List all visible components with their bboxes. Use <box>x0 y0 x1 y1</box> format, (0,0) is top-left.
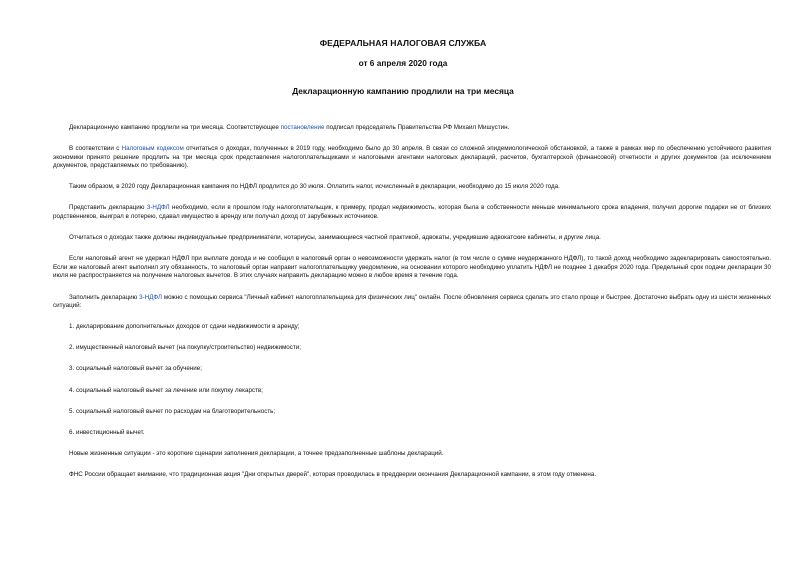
paragraph-7 <box>53 294 771 311</box>
paragraph-3: Таким образом, в 2020 году Декларационная кампания по НДФЛ продлится до 30 июля. Оплатить налог, исчисленный в декларации, необходимо до 15 июля 2020 года. <box>69 183 560 191</box>
document-headline: Декларационную кампанию продлили на три месяца <box>292 86 514 96</box>
paragraph-7-text-b: можно с помощью сервиса "Личный кабинет налогоплательщика для физических лиц" онлайн. После обновления сервиса сделать это стало проще и быстрее. Достаточно выбрать одну из шести жизненных ситуаций: <box>53 293 771 310</box>
3ndfl-link-2[interactable]: 3-НДФЛ <box>139 293 162 301</box>
paragraph-5: Отчитаться о доходах также должны индивидуальные предприниматели, нотариусы, занимающиеся частной практикой, адвокаты, учредившие адвокатские кабинеты, и другие лица. <box>69 234 601 242</box>
tax-code-link[interactable]: Налоговым кодексом <box>121 145 184 153</box>
paragraph-1-text-a: Декларационную кампанию продлили на три месяца. Соответствующее <box>69 124 281 131</box>
document-date: от 6 апреля 2020 года <box>358 58 448 68</box>
paragraph-1 <box>53 124 771 133</box>
list-item: 5. социальный налоговый вычет по расходам на благотворительность; <box>69 407 276 415</box>
agency-title: ФЕДЕРАЛЬНАЯ НАЛОГОВАЯ СЛУЖБА <box>319 38 487 48</box>
paragraph-4 <box>53 204 771 221</box>
paragraph-2-text-b: отчитаться о доходах, полученных в 2019 году, необходимо было до 30 апреля. В связи со сложной эпидемиологической обстановкой, а также в рамках мер по обеспечению устойчивого развития экономики принято решение продлить на три месяца срок представления налогоплательщиками и налоговыми агентами налоговых деклараций, расчетов, бухгалтерской (финансовой) отчетности и других документов (за исключением документов, представляемых по требованию). <box>53 145 772 170</box>
list-item: 3. социальный налоговый вычет за обучение; <box>69 365 202 373</box>
paragraph-9: ФНС России обращает внимание, что традиционная акция "Дни открытых дверей", которая проводилась в преддверии окончания Декларационной кампании, в этом году отменена. <box>69 470 597 478</box>
list-item: 4. социальный налоговый вычет за лечение или покупку лекарств; <box>69 386 264 394</box>
list-item: 2. имущественный налоговый вычет (на покупку/строительство) недвижимости; <box>69 344 301 352</box>
list-item: 1. декларирование дополнительных доходов от сдачи недвижимости в аренду; <box>69 323 300 331</box>
paragraph-7-text-a: Заполнить декларацию <box>69 293 140 301</box>
paragraph-4-text-b: необходимо, если в прошлом году налогоплательщик, к примеру, продал недвижимость, которая была в собственности меньше минимального срока владения, получил дорогие подарки не от близких родственников, выиграл в лотерею, сдавал имущество в аренду или получал доход от зарубежных источников. <box>53 204 771 221</box>
paragraph-1-text-b: подписал председатель Правительства РФ Михаил Мишустин. <box>324 124 510 131</box>
paragraph-2 <box>53 145 771 171</box>
3ndfl-link[interactable]: 3-НДФЛ <box>146 204 170 212</box>
paragraph-8: Новые жизненные ситуации - это короткие сценарии заполнения декларации, а точнее предзаполненные шаблоны деклараций. <box>69 449 444 457</box>
list-item: 6. инвестиционный вычет. <box>69 428 145 436</box>
resolution-link[interactable]: постановление <box>280 124 325 131</box>
document-body <box>53 124 771 492</box>
paragraph-4-text-a: Представить декларацию <box>69 204 147 212</box>
paragraph-2-text-a: В соответствии с <box>69 145 122 153</box>
paragraph-6: Если налоговый агент не удержал НДФЛ при выплате дохода и не сообщил в налоговый орган о невозможности удержать налог (в том числе о сумме неудержанного НДФЛ), то такой доход необходимо задекларировать самостоятельно. Если же налоговый агент выполнил эту обязанность, то налоговый орган направит налогоплательщику уведомление, на основании которого необходимо уплатить НДФЛ не позднее 1 декабря 2020 года. Предельный срок подачи декларации 30 июля не распространяется на получение налоговых вычетов. В этих случаях направить декларацию можно в любое время в течение года. <box>53 255 771 280</box>
